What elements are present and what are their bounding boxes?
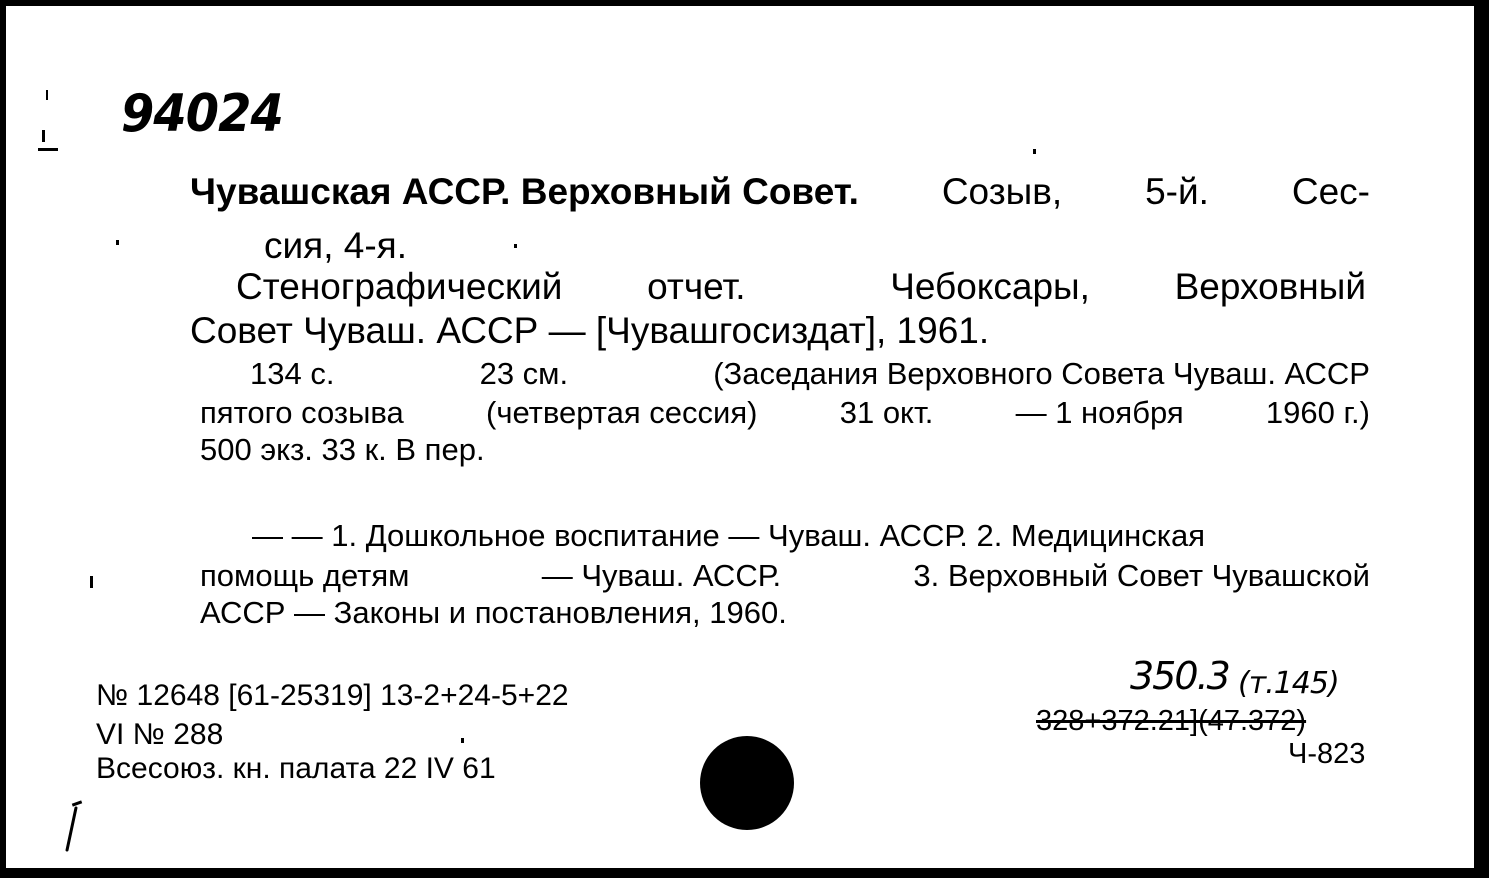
pencil-stroke: [72, 800, 82, 806]
title-line-1: [236, 266, 1366, 308]
subjects-text: — — 1. Дошкольное воспитание — Чуваш. АССР. 2. Медицинская: [252, 518, 1206, 553]
title-word: отчет.: [647, 266, 746, 307]
handwritten-inventory-number: 94024: [121, 84, 283, 144]
subjects-word: 3. Верховный Совет Чувашской: [913, 558, 1370, 593]
punched-hole: [700, 736, 794, 830]
collation-line-1: [250, 356, 1370, 392]
author-mark: Ч-823: [1288, 738, 1366, 770]
collation-series: (Заседания Верховного Совета Чуваш. АССР: [713, 356, 1370, 391]
margin-mark: [514, 244, 517, 248]
margin-mark: [42, 130, 45, 142]
catalog-card: [4, 4, 1476, 870]
heading-rest-b: 5-й.: [1145, 171, 1209, 212]
margin-mark: [1033, 149, 1036, 154]
subjects-word: помощь детям: [200, 558, 410, 593]
subjects-word: — Чуваш. АССР.: [541, 558, 782, 593]
margin-mark: [116, 240, 119, 245]
subjects-line-3: АССР — Законы и постановления, 1960.: [200, 595, 787, 630]
heading-bold: Чувашская АССР. Верховный Совет.: [190, 171, 859, 212]
classification-handwritten: 350.3: [1130, 654, 1229, 698]
margin-mark: [461, 738, 464, 743]
collation-word: пятого созыва: [200, 395, 404, 430]
margin-mark: [90, 576, 93, 588]
heading-rest-c: Сес-: [1291, 171, 1370, 212]
collation-word: 1960 г.): [1265, 395, 1370, 430]
collation-pages: 134 с.: [250, 356, 335, 391]
classification-struck: 328+372.21](47.372): [1036, 705, 1307, 737]
subjects-line-2: [200, 558, 1370, 594]
collation-line-2: [200, 395, 1370, 431]
pencil-stroke: [65, 806, 77, 852]
record-number: № 12648 [61-25319] 13-2+24-5+22: [96, 679, 569, 712]
chamber-line: Всесоюз. кн. палата 22 IV 61: [96, 752, 496, 785]
vi-number: VI № 288: [96, 718, 224, 751]
title-word: Верховный: [1174, 266, 1366, 307]
margin-mark: [38, 148, 58, 151]
title-line-2: Совет Чуваш. АССР — [Чувашгосиздат], 1961.: [190, 310, 990, 351]
margin-mark: [46, 90, 48, 100]
heading-continuation: сия, 4-я.: [264, 225, 407, 266]
collation-line-3: 500 экз. 33 к. В пер.: [200, 432, 485, 467]
card-heading: [190, 171, 1370, 213]
title-word: Стенографический: [236, 266, 563, 307]
collation-word: (четвертая сессия): [486, 395, 758, 430]
collation-word: — 1 ноября: [1015, 395, 1184, 430]
collation-word: 31 окт.: [839, 395, 934, 430]
heading-rest-a: Созыв,: [941, 171, 1063, 212]
collation-size: 23 см.: [479, 356, 569, 391]
subjects-line-1: [252, 518, 1370, 554]
classification-handwritten-paren: (т.145): [1238, 666, 1339, 701]
title-word: Чебоксары,: [890, 266, 1090, 307]
